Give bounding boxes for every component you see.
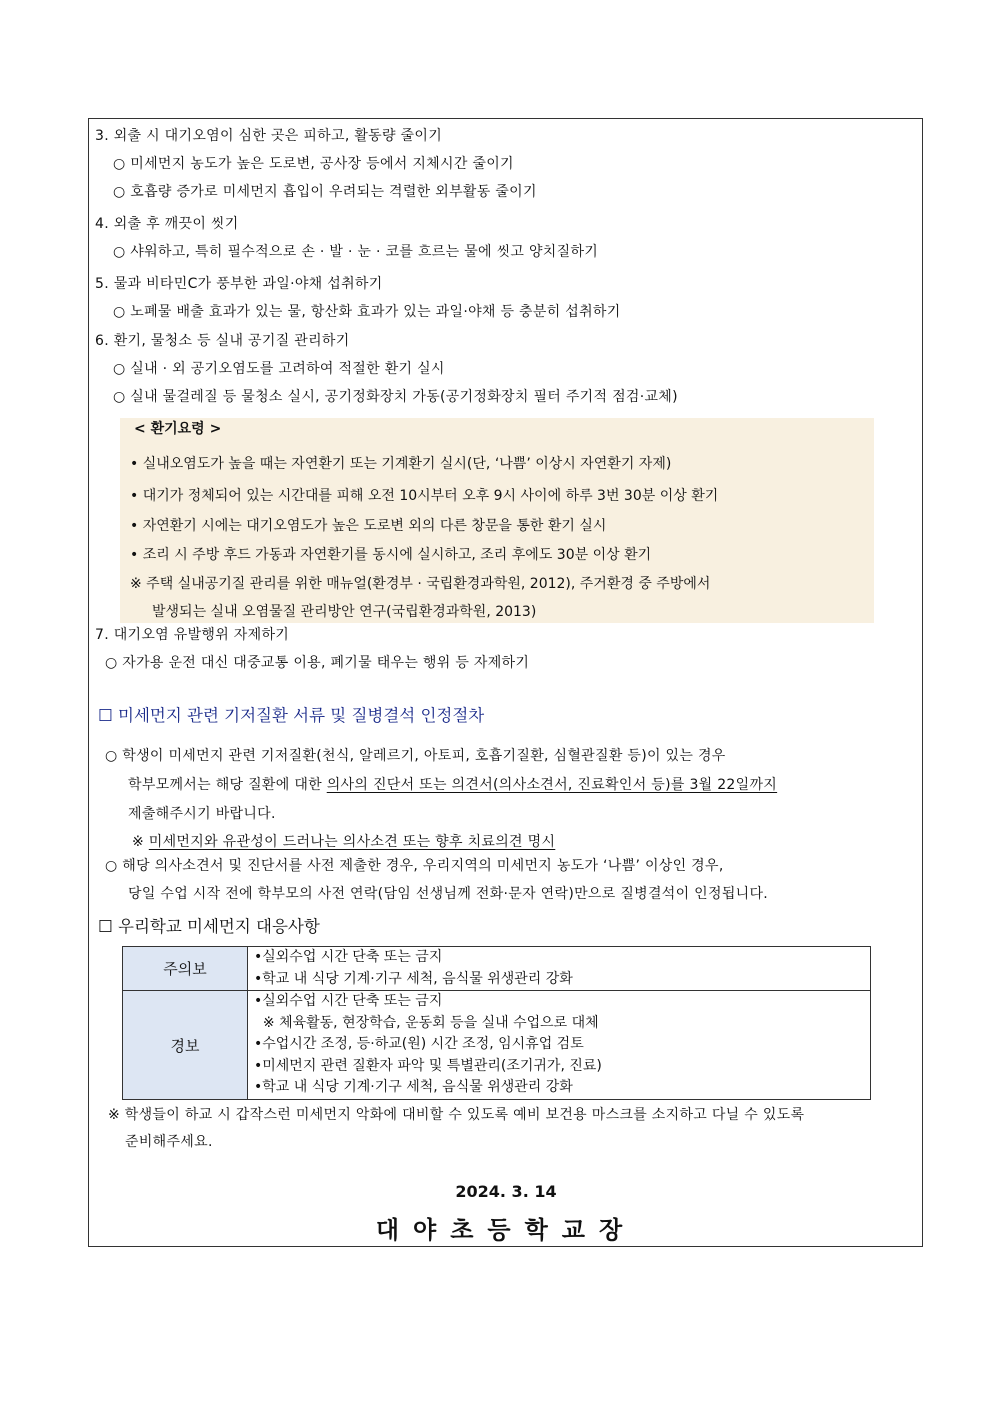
- ventilation-note-line-2: 발생되는 실내 오염물질 관리방안 연구(국립환경과학원, 2013): [152, 604, 537, 620]
- tip-6-item-2: ○ 실내 물걸레질 등 물청소 실시, 공기정화장치 가동(공기정화장치 필터 주기적 점검·교체): [113, 389, 678, 405]
- table-row: [123, 991, 871, 1100]
- illness-p2-line-1: ○ 해당 의사소견서 및 진단서를 사전 제출한 경우, 우리지역의 미세먼지 농도가 ‘나쁨’ 이상인 경우,: [105, 858, 724, 874]
- illness-p1-line-3: 제출해주시기 바랍니다.: [128, 806, 276, 822]
- table-row: [123, 947, 871, 991]
- response-footnote-line-1: ※ 학생들이 하교 시 갑작스런 미세먼지 악화에 대비할 수 있도록 예비 보건용 마스크를 소지하고 다닐 수 있도록: [108, 1107, 805, 1123]
- level-label: 경보: [123, 991, 248, 1100]
- illness-note: ※ 미세먼지와 유관성이 드러나는 의사소견 또는 향후 치료의견 명시: [132, 834, 556, 850]
- document-date: 2024. 3. 14: [455, 1182, 557, 1201]
- response-table: [122, 946, 871, 1100]
- ventilation-item-1: • 실내오염도가 높을 때는 자연환기 또는 기계환기 실시(단, ‘나쁨’ 이상시 자연환기 자제): [130, 456, 672, 472]
- ventilation-note-line-1: ※ 주택 실내공기질 관리를 위한 매뉴얼(환경부 · 국립환경과학원, 2012), 주거환경 중 주방에서: [130, 576, 711, 592]
- illness-p2-line-2: 당일 수업 시작 전에 학부모의 사전 연락(담임 선생님께 전화·문자 연락)만으로 질병결석이 인정됩니다.: [128, 886, 769, 902]
- tip-7-title: 7. 대기오염 유발행위 자제하기: [95, 627, 290, 643]
- principal-signature: 대야초등학교장: [375, 1216, 637, 1244]
- tip-6-item-1: ○ 실내 · 외 공기오염도를 고려하여 적절한 환기 실시: [113, 361, 445, 377]
- tip-4-title: 4. 외출 후 깨끗이 씻기: [95, 216, 239, 232]
- tip-3-item-2: ○ 호흡량 증가로 미세먼지 흡입이 우려되는 격렬한 외부활동 줄이기: [113, 184, 537, 200]
- tip-4-item-1: ○ 샤워하고, 특히 필수적으로 손 · 발 · 눈 · 코를 흐르는 물에 씻고 양치질하기: [113, 244, 599, 260]
- illness-section-heading: ☐ 미세먼지 관련 기저질환 서류 및 질병결석 인정절차: [98, 706, 485, 725]
- illness-p1-line-2: 학부모께서는 해당 질환에 대한 의사의 진단서 또는 의견서(의사소견서, 진료확인서 등)를 3월 22일까지: [128, 777, 778, 793]
- tip-5-title: 5. 물과 비타민C가 풍부한 과일·야채 섭취하기: [95, 276, 383, 292]
- tip-3-title: 3. 외출 시 대기오염이 심한 곳은 피하고, 활동량 줄이기: [95, 128, 443, 144]
- illness-p1-line-1: ○ 학생이 미세먼지 관련 기저질환(천식, 알레르기, 아토피, 호흡기질환, 심혈관질환 등)이 있는 경우: [105, 748, 726, 764]
- tip-3-item-1: ○ 미세먼지 농도가 높은 도로변, 공사장 등에서 지체시간 줄이기: [113, 156, 514, 172]
- ventilation-item-4: • 조리 시 주방 후드 가동과 자연환기를 동시에 실시하고, 조리 후에도 30분 이상 환기: [130, 547, 652, 563]
- ventilation-item-3: • 자연환기 시에는 대기오염도가 높은 도로변 외의 다른 창문을 통한 환기 실시: [130, 518, 607, 534]
- level-label: 주의보: [123, 947, 248, 991]
- tip-5-item-1: ○ 노폐물 배출 효과가 있는 물, 항산화 효과가 있는 과일·야채 등 충분히 섭취하기: [113, 304, 621, 320]
- tip-6-title: 6. 환기, 물청소 등 실내 공기질 관리하기: [95, 333, 350, 349]
- ventilation-title: < 환기요령 >: [134, 421, 222, 437]
- level-items: •실외수업 시간 단축 또는 금지 ※ 체육활동, 현장학습, 운동회 등을 실내 수업으로 대체 •수업시간 조정, 등·하교(원) 시간 조정, 임시휴업 검토 •미세먼지 관련 질환자 파악 및 특별관리(조기귀가, 진료) •학교 내 식당 기계·기구 세척, 음식물 위생관리 강화: [248, 991, 871, 1100]
- ventilation-item-2: • 대기가 정체되어 있는 시간대를 피해 오전 10시부터 오후 9시 사이에 하루 3번 30분 이상 환기: [130, 488, 719, 504]
- submission-deadline: 의사의 진단서 또는 의견서(의사소견서, 진료확인서 등)를 3월 22일까지: [326, 777, 778, 793]
- level-items: •실외수업 시간 단축 또는 금지 •학교 내 식당 기계·기구 세척, 음식물 위생관리 강화: [248, 947, 871, 991]
- response-footnote-line-2: 준비해주세요.: [125, 1134, 213, 1150]
- response-section-heading: ☐ 우리학교 미세먼지 대응사항: [98, 917, 320, 936]
- tip-7-item: ○ 자가용 운전 대신 대중교통 이용, 폐기물 태우는 행위 등 자제하기: [105, 655, 530, 671]
